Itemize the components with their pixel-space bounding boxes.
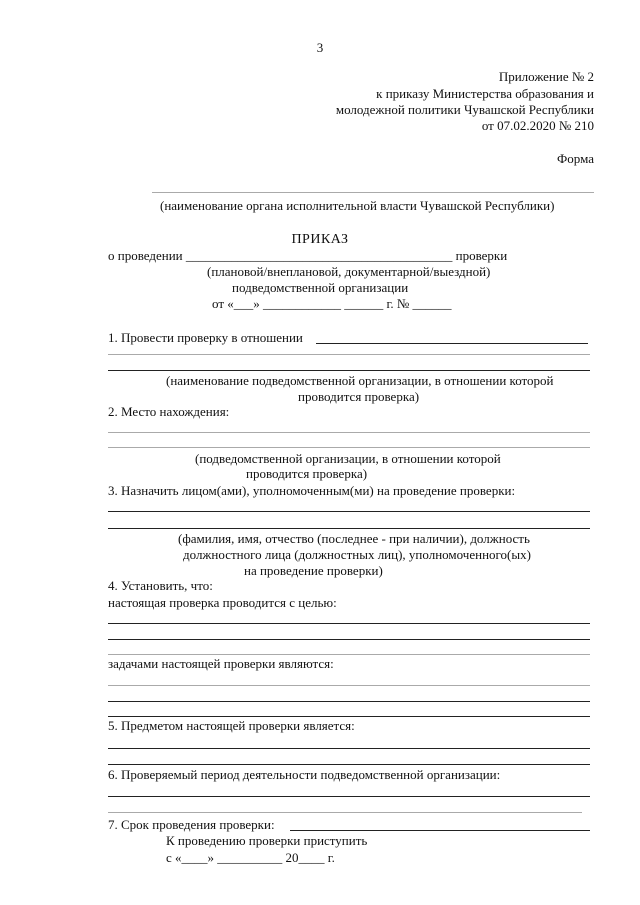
page-number: 3 <box>316 40 324 55</box>
appendix-line-1: Приложение № 2 <box>498 69 594 84</box>
authority-line <box>152 192 594 193</box>
order-line-3: подведомственной организации <box>232 280 409 295</box>
section-6-line-2 <box>108 812 582 813</box>
section-4-label: 4. Установить, что: <box>108 578 213 593</box>
section-3-line-2 <box>108 528 590 529</box>
section-7-fill-line <box>290 830 590 831</box>
section-4-tasks: задачами настоящей проверки являются: <box>108 656 334 671</box>
section-7-date: с «____» __________ 20____ г. <box>166 850 335 865</box>
tasks-line-2 <box>108 701 590 702</box>
tasks-line-1 <box>108 685 590 686</box>
order-line-1: о проведении _________________________________________ проверки <box>108 248 508 263</box>
section-7-label: 7. Срок проведения проверки: <box>108 817 275 832</box>
authority-caption: (наименование органа исполнительной власти Чувашской Республики) <box>160 198 555 213</box>
section-1-fill-line <box>316 343 588 344</box>
section-3-caption-3: на проведение проверки) <box>244 563 383 578</box>
section-3-line-1 <box>108 511 590 512</box>
section-2-caption-2: проводится проверка) <box>246 466 368 481</box>
section-7-start: К проведению проверки приступить <box>166 833 368 848</box>
section-3-caption-2: должностного лица (должностных лиц), уполномоченного(ых) <box>183 547 531 562</box>
section-1-line-3 <box>108 370 590 371</box>
section-6-line-1 <box>108 796 590 797</box>
purpose-line-1 <box>108 623 590 624</box>
order-line-2: (плановой/внеплановой, документарной/выездной) <box>207 264 491 279</box>
purpose-line-3 <box>108 654 590 655</box>
section-1-line-2 <box>108 354 590 355</box>
section-3-caption-1: (фамилия, имя, отчество (последнее - при наличии), должность <box>178 531 530 546</box>
form-label: Форма <box>557 151 594 166</box>
order-title: ПРИКАЗ <box>291 232 349 247</box>
section-1-caption-1: (наименование подведомственной организации, в отношении которой <box>166 373 554 388</box>
section-3-label: 3. Назначить лицом(ами), уполномоченным(ми) на проведение проверки: <box>108 483 516 498</box>
section-6-label: 6. Проверяемый период деятельности подведомственной организации: <box>108 767 501 782</box>
section-2-caption-1: (подведомственной организации, в отношении которой <box>195 451 501 466</box>
appendix-line-2: к приказу Министерства образования и <box>376 86 594 101</box>
section-1-caption-2: проводится проверка) <box>298 389 420 404</box>
tasks-line-3 <box>108 716 590 717</box>
appendix-line-3: молодежной политики Чувашской Республики <box>335 102 594 117</box>
section-4-purpose: настоящая проверка проводится с целью: <box>108 595 337 610</box>
appendix-line-4: от 07.02.2020 № 210 <box>481 118 594 133</box>
section-2-line-1 <box>108 432 590 433</box>
section-2-label: 2. Место нахождения: <box>108 404 230 419</box>
order-line-4: от «___» ____________ ______ г. № ______ <box>212 296 452 311</box>
section-5-line-2 <box>108 764 590 765</box>
section-1-label: 1. Провести проверку в отношении <box>108 330 303 345</box>
purpose-line-2 <box>108 639 590 640</box>
section-5-line-1 <box>108 748 590 749</box>
section-2-line-2 <box>108 447 590 448</box>
section-5-label: 5. Предметом настоящей проверки является: <box>108 718 355 733</box>
